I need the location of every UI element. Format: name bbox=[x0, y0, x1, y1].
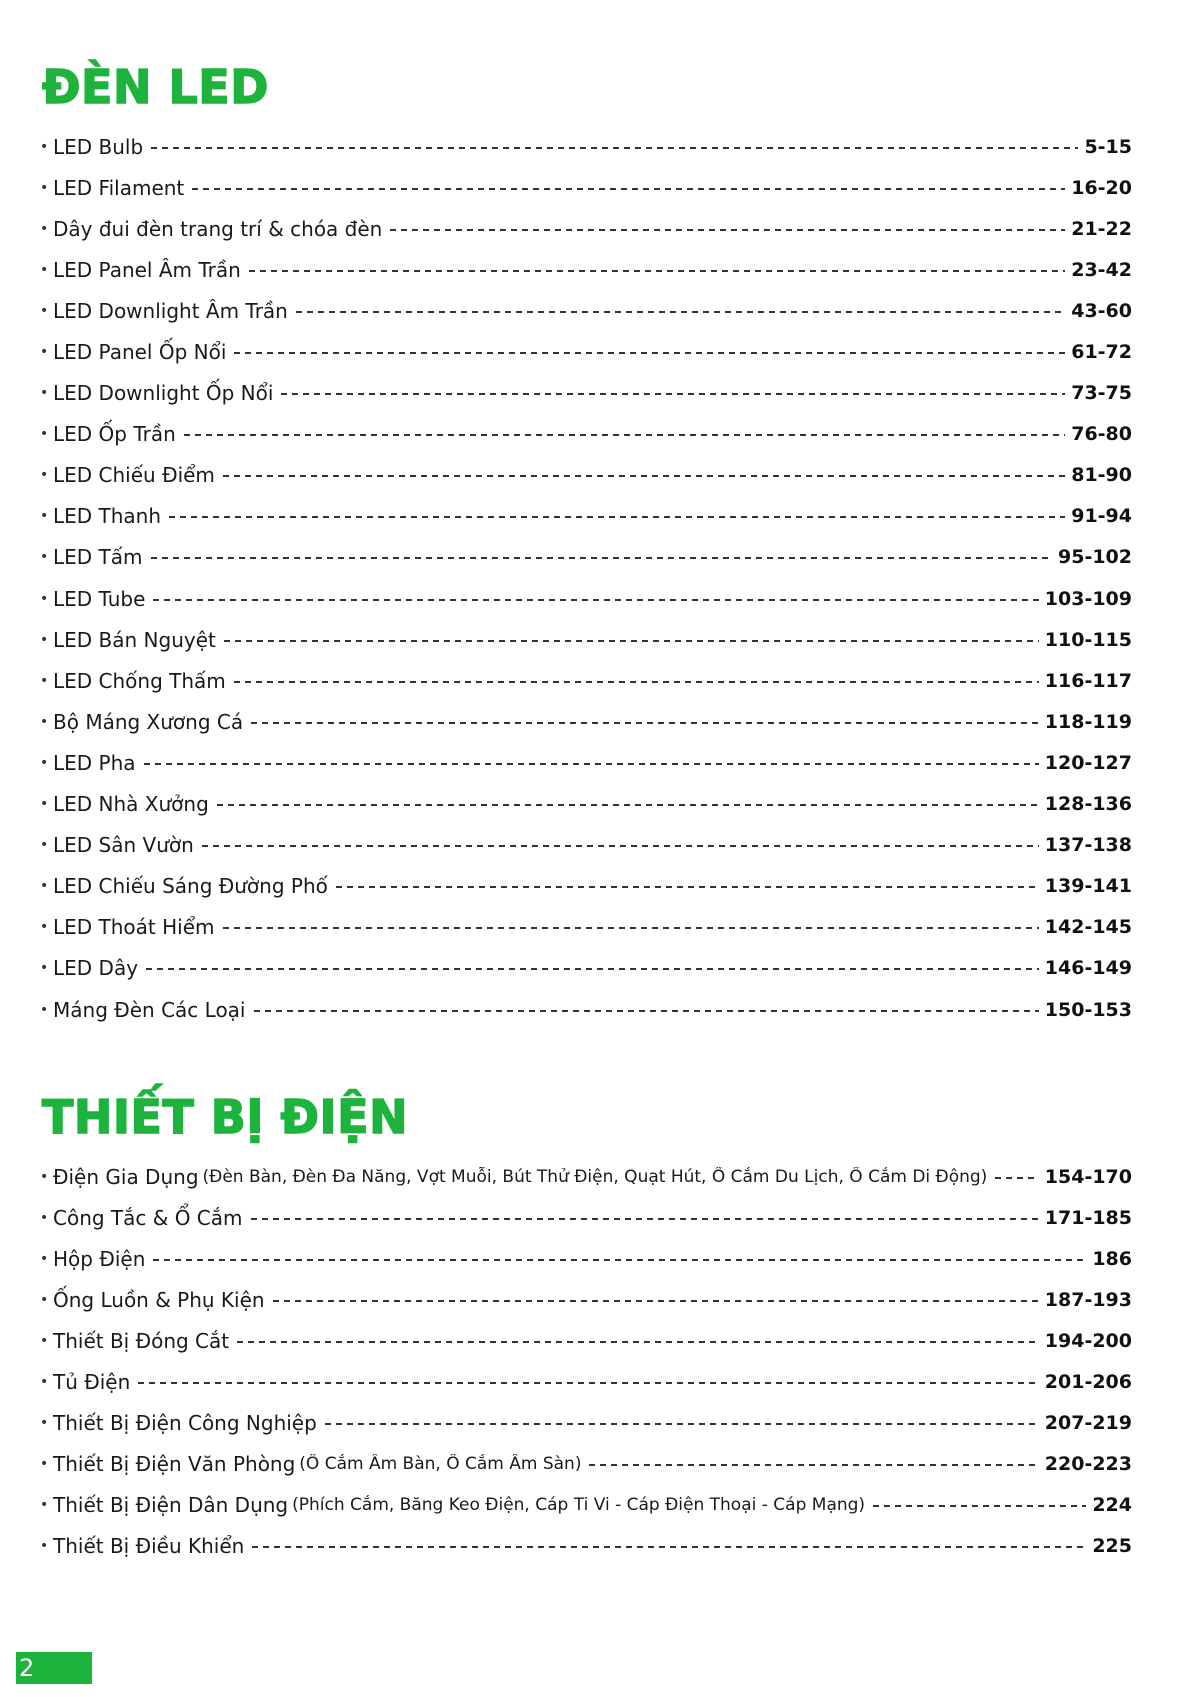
toc-entry-pages: 225 bbox=[1092, 1535, 1132, 1558]
toc-entry-pages: 120-127 bbox=[1044, 751, 1132, 774]
toc-entry[interactable] bbox=[40, 701, 1132, 742]
section-title-den-led: ĐÈN LED bbox=[42, 60, 269, 114]
dotted-leader bbox=[390, 229, 1065, 231]
bullet: • bbox=[40, 1209, 49, 1226]
toc-entry-pages: 110-115 bbox=[1044, 628, 1132, 651]
toc-list-den-led bbox=[40, 126, 1132, 1030]
dotted-leader bbox=[153, 599, 1038, 601]
dotted-leader bbox=[146, 968, 1039, 970]
bullet: • bbox=[40, 1374, 49, 1391]
bullet: • bbox=[40, 1497, 49, 1514]
toc-entry-label: Công Tắc & Ổ Cắm bbox=[53, 1205, 243, 1230]
toc-entry-label: LED Panel Âm Trần bbox=[53, 257, 241, 282]
dotted-leader bbox=[138, 1382, 1038, 1384]
toc-entry-pages: 91-94 bbox=[1071, 505, 1132, 528]
dotted-leader bbox=[153, 1259, 1086, 1261]
dotted-leader bbox=[995, 1177, 1038, 1179]
toc-entry[interactable] bbox=[40, 578, 1132, 619]
toc-entry-pages: 207-219 bbox=[1044, 1412, 1132, 1435]
toc-entry[interactable] bbox=[40, 1361, 1132, 1402]
dotted-leader bbox=[217, 804, 1039, 806]
toc-entry-pages: 194-200 bbox=[1044, 1329, 1132, 1352]
bullet: • bbox=[40, 796, 49, 813]
dotted-leader bbox=[252, 1546, 1086, 1548]
bullet: • bbox=[40, 878, 49, 895]
dotted-leader bbox=[237, 1341, 1039, 1343]
dotted-leader bbox=[873, 1505, 1086, 1507]
toc-entry[interactable] bbox=[40, 825, 1132, 866]
toc-entry-label: Thiết Bị Điều Khiển bbox=[53, 1534, 245, 1559]
toc-entry[interactable] bbox=[40, 290, 1132, 331]
bullet: • bbox=[40, 919, 49, 936]
toc-entry-pages: 171-185 bbox=[1044, 1206, 1132, 1229]
toc-entry-note: (Đèn Bàn, Đèn Đa Năng, Vợt Muỗi, Bút Thử Điện, Quạt Hút, Ổ Cắm Du Lịch, Ổ Cắm Di Động) bbox=[202, 1166, 988, 1187]
dotted-leader bbox=[184, 434, 1065, 436]
dotted-leader bbox=[223, 927, 1039, 929]
dotted-leader bbox=[296, 311, 1065, 313]
toc-entry-pages: 23-42 bbox=[1071, 258, 1132, 281]
toc-entry[interactable] bbox=[40, 1444, 1132, 1485]
toc-entry-pages: 139-141 bbox=[1044, 875, 1132, 898]
bullet: • bbox=[40, 426, 49, 443]
toc-entry-label: LED Ốp Trần bbox=[53, 422, 176, 447]
toc-entry[interactable] bbox=[40, 866, 1132, 907]
toc-entry[interactable] bbox=[40, 208, 1132, 249]
bullet: • bbox=[40, 549, 49, 566]
toc-entry-label: Máng Đèn Các Loại bbox=[53, 997, 246, 1022]
toc-entry-pages: 103-109 bbox=[1044, 587, 1132, 610]
toc-entry[interactable] bbox=[40, 907, 1132, 948]
bullet: • bbox=[40, 344, 49, 361]
toc-entry[interactable] bbox=[40, 1238, 1132, 1279]
toc-entry[interactable] bbox=[40, 1279, 1132, 1320]
toc-entry-pages: 187-193 bbox=[1044, 1288, 1132, 1311]
toc-entry-label: Bộ Máng Xương Cá bbox=[53, 709, 244, 734]
bullet: • bbox=[40, 508, 49, 525]
toc-entry-label: Ống Luồn & Phụ Kiện bbox=[53, 1287, 265, 1312]
toc-entry[interactable] bbox=[40, 1156, 1132, 1197]
bullet: • bbox=[40, 837, 49, 854]
toc-entry-label: LED Thoát Hiểm bbox=[53, 915, 215, 940]
toc-entry-label: LED Tube bbox=[53, 586, 146, 611]
bullet: • bbox=[40, 1250, 49, 1267]
toc-entry-label: Tủ Điện bbox=[53, 1370, 131, 1395]
toc-entry[interactable] bbox=[40, 455, 1132, 496]
bullet: • bbox=[40, 261, 49, 278]
toc-entry-label: LED Chống Thấm bbox=[53, 668, 226, 693]
dotted-leader bbox=[325, 1423, 1039, 1425]
toc-entry-label: LED Downlight Ốp Nổi bbox=[53, 381, 274, 406]
toc-entry-label: Thiết Bị Điện Công Nghiệp bbox=[53, 1411, 317, 1436]
dotted-leader bbox=[169, 516, 1065, 518]
toc-entry[interactable] bbox=[40, 784, 1132, 825]
toc-entry[interactable] bbox=[40, 496, 1132, 537]
toc-entry[interactable] bbox=[40, 1526, 1132, 1567]
toc-entry[interactable] bbox=[40, 989, 1132, 1030]
toc-entry-pages: 95-102 bbox=[1058, 546, 1132, 569]
toc-entry-label: Điện Gia Dụng bbox=[53, 1164, 199, 1189]
dotted-leader bbox=[251, 722, 1039, 724]
toc-entry-pages: 116-117 bbox=[1044, 669, 1132, 692]
toc-entry-label: LED Bulb bbox=[53, 134, 144, 159]
toc-entry[interactable] bbox=[40, 373, 1132, 414]
toc-entry[interactable] bbox=[40, 948, 1132, 989]
toc-entry-pages: 21-22 bbox=[1071, 217, 1132, 240]
toc-entry-label: LED Sân Vườn bbox=[53, 833, 194, 858]
dotted-leader bbox=[273, 1300, 1039, 1302]
toc-entry[interactable] bbox=[40, 1320, 1132, 1361]
dotted-leader bbox=[144, 763, 1039, 765]
bullet: • bbox=[40, 1456, 49, 1473]
toc-entry-note: (Ổ Cắm Âm Bàn, Ổ Cắm Âm Sàn) bbox=[299, 1454, 582, 1475]
toc-entry-label: LED Chiếu Sáng Đường Phố bbox=[53, 874, 328, 899]
bullet: • bbox=[40, 1001, 49, 1018]
toc-entry-pages: 154-170 bbox=[1044, 1165, 1132, 1188]
toc-entry[interactable] bbox=[40, 414, 1132, 455]
dotted-leader bbox=[224, 640, 1039, 642]
toc-entry-pages: 150-153 bbox=[1044, 998, 1132, 1021]
toc-entry-label: LED Tấm bbox=[53, 545, 143, 570]
bullet: • bbox=[40, 1168, 49, 1185]
page-number-badge bbox=[16, 1652, 92, 1684]
toc-entry-pages: 186 bbox=[1092, 1247, 1132, 1270]
toc-entry[interactable] bbox=[40, 1485, 1132, 1526]
section-title-thiet-bi-dien: THIẾT BỊ ĐIỆN bbox=[42, 1090, 409, 1144]
dotted-leader bbox=[151, 147, 1078, 149]
dotted-leader bbox=[234, 352, 1065, 354]
toc-list-thiet-bi-dien bbox=[40, 1156, 1132, 1567]
dotted-leader bbox=[336, 886, 1039, 888]
toc-entry-label: Hộp Điện bbox=[53, 1246, 146, 1271]
toc-entry[interactable] bbox=[40, 1197, 1132, 1238]
dotted-leader bbox=[251, 1218, 1039, 1220]
toc-entry-pages: 220-223 bbox=[1044, 1453, 1132, 1476]
bullet: • bbox=[40, 1291, 49, 1308]
toc-entry-label: LED Nhà Xưởng bbox=[53, 792, 209, 817]
bullet: • bbox=[40, 1415, 49, 1432]
toc-entry-pages: 137-138 bbox=[1044, 834, 1132, 857]
dotted-leader bbox=[151, 557, 1053, 559]
toc-entry-label: LED Downlight Âm Trần bbox=[53, 298, 288, 323]
bullet: • bbox=[40, 631, 49, 648]
toc-entry-label: LED Bán Nguyệt bbox=[53, 627, 216, 652]
toc-entry[interactable] bbox=[40, 537, 1132, 578]
bullet: • bbox=[40, 713, 49, 730]
toc-entry-pages: 146-149 bbox=[1044, 957, 1132, 980]
bullet: • bbox=[40, 179, 49, 196]
toc-entry-label: Thiết Bị Đóng Cắt bbox=[53, 1328, 230, 1353]
toc-entry-pages: 73-75 bbox=[1071, 382, 1132, 405]
bullet: • bbox=[40, 1538, 49, 1555]
dotted-leader bbox=[589, 1464, 1038, 1466]
dotted-leader bbox=[254, 1010, 1039, 1012]
bullet: • bbox=[40, 385, 49, 402]
toc-entry-label: LED Pha bbox=[53, 750, 136, 775]
toc-entry-label: LED Chiếu Điểm bbox=[53, 463, 215, 488]
toc-entry-pages: 16-20 bbox=[1071, 176, 1132, 199]
dotted-leader bbox=[202, 845, 1039, 847]
toc-entry-pages: 81-90 bbox=[1071, 464, 1132, 487]
toc-entry[interactable] bbox=[40, 1403, 1132, 1444]
toc-entry-pages: 76-80 bbox=[1071, 423, 1132, 446]
dotted-leader bbox=[249, 270, 1065, 272]
bullet: • bbox=[40, 467, 49, 484]
toc-entry-pages: 142-145 bbox=[1044, 916, 1132, 939]
toc-entry[interactable] bbox=[40, 660, 1132, 701]
bullet: • bbox=[40, 960, 49, 977]
bullet: • bbox=[40, 590, 49, 607]
bullet: • bbox=[40, 1332, 49, 1349]
toc-entry-pages: 5-15 bbox=[1084, 135, 1132, 158]
toc-entry-pages: 201-206 bbox=[1044, 1371, 1132, 1394]
page-number: 2 bbox=[19, 1654, 35, 1682]
toc-entry-label: LED Filament bbox=[53, 175, 185, 200]
dotted-leader bbox=[223, 475, 1065, 477]
toc-entry[interactable] bbox=[40, 126, 1132, 167]
toc-entry[interactable] bbox=[40, 249, 1132, 290]
toc-entry-label: LED Dây bbox=[53, 956, 139, 981]
toc-entry[interactable] bbox=[40, 331, 1132, 372]
toc-entry-label: LED Panel Ốp Nổi bbox=[53, 340, 227, 365]
bullet: • bbox=[40, 138, 49, 155]
toc-entry-label: Thiết Bị Điện Dân Dụng bbox=[53, 1493, 289, 1518]
toc-entry-pages: 128-136 bbox=[1044, 793, 1132, 816]
toc-entry-note: (Phích Cắm, Băng Keo Điện, Cáp Ti Vi - Cáp Điện Thoại - Cáp Mạng) bbox=[292, 1495, 866, 1516]
bullet: • bbox=[40, 302, 49, 319]
toc-entry-label: LED Thanh bbox=[53, 504, 162, 529]
bullet: • bbox=[40, 754, 49, 771]
toc-entry[interactable] bbox=[40, 619, 1132, 660]
dotted-leader bbox=[192, 188, 1065, 190]
dotted-leader bbox=[234, 681, 1039, 683]
toc-entry-pages: 61-72 bbox=[1071, 341, 1132, 364]
toc-entry[interactable] bbox=[40, 742, 1132, 783]
toc-entry-label: Dây đui đèn trang trí & chóa đèn bbox=[53, 216, 383, 241]
bullet: • bbox=[40, 672, 49, 689]
toc-entry-label: Thiết Bị Điện Văn Phòng bbox=[53, 1452, 296, 1477]
toc-entry-pages: 224 bbox=[1092, 1494, 1132, 1517]
bullet: • bbox=[40, 220, 49, 237]
toc-entry-pages: 118-119 bbox=[1044, 710, 1132, 733]
toc-entry[interactable] bbox=[40, 167, 1132, 208]
toc-entry-pages: 43-60 bbox=[1071, 299, 1132, 322]
dotted-leader bbox=[281, 393, 1065, 395]
